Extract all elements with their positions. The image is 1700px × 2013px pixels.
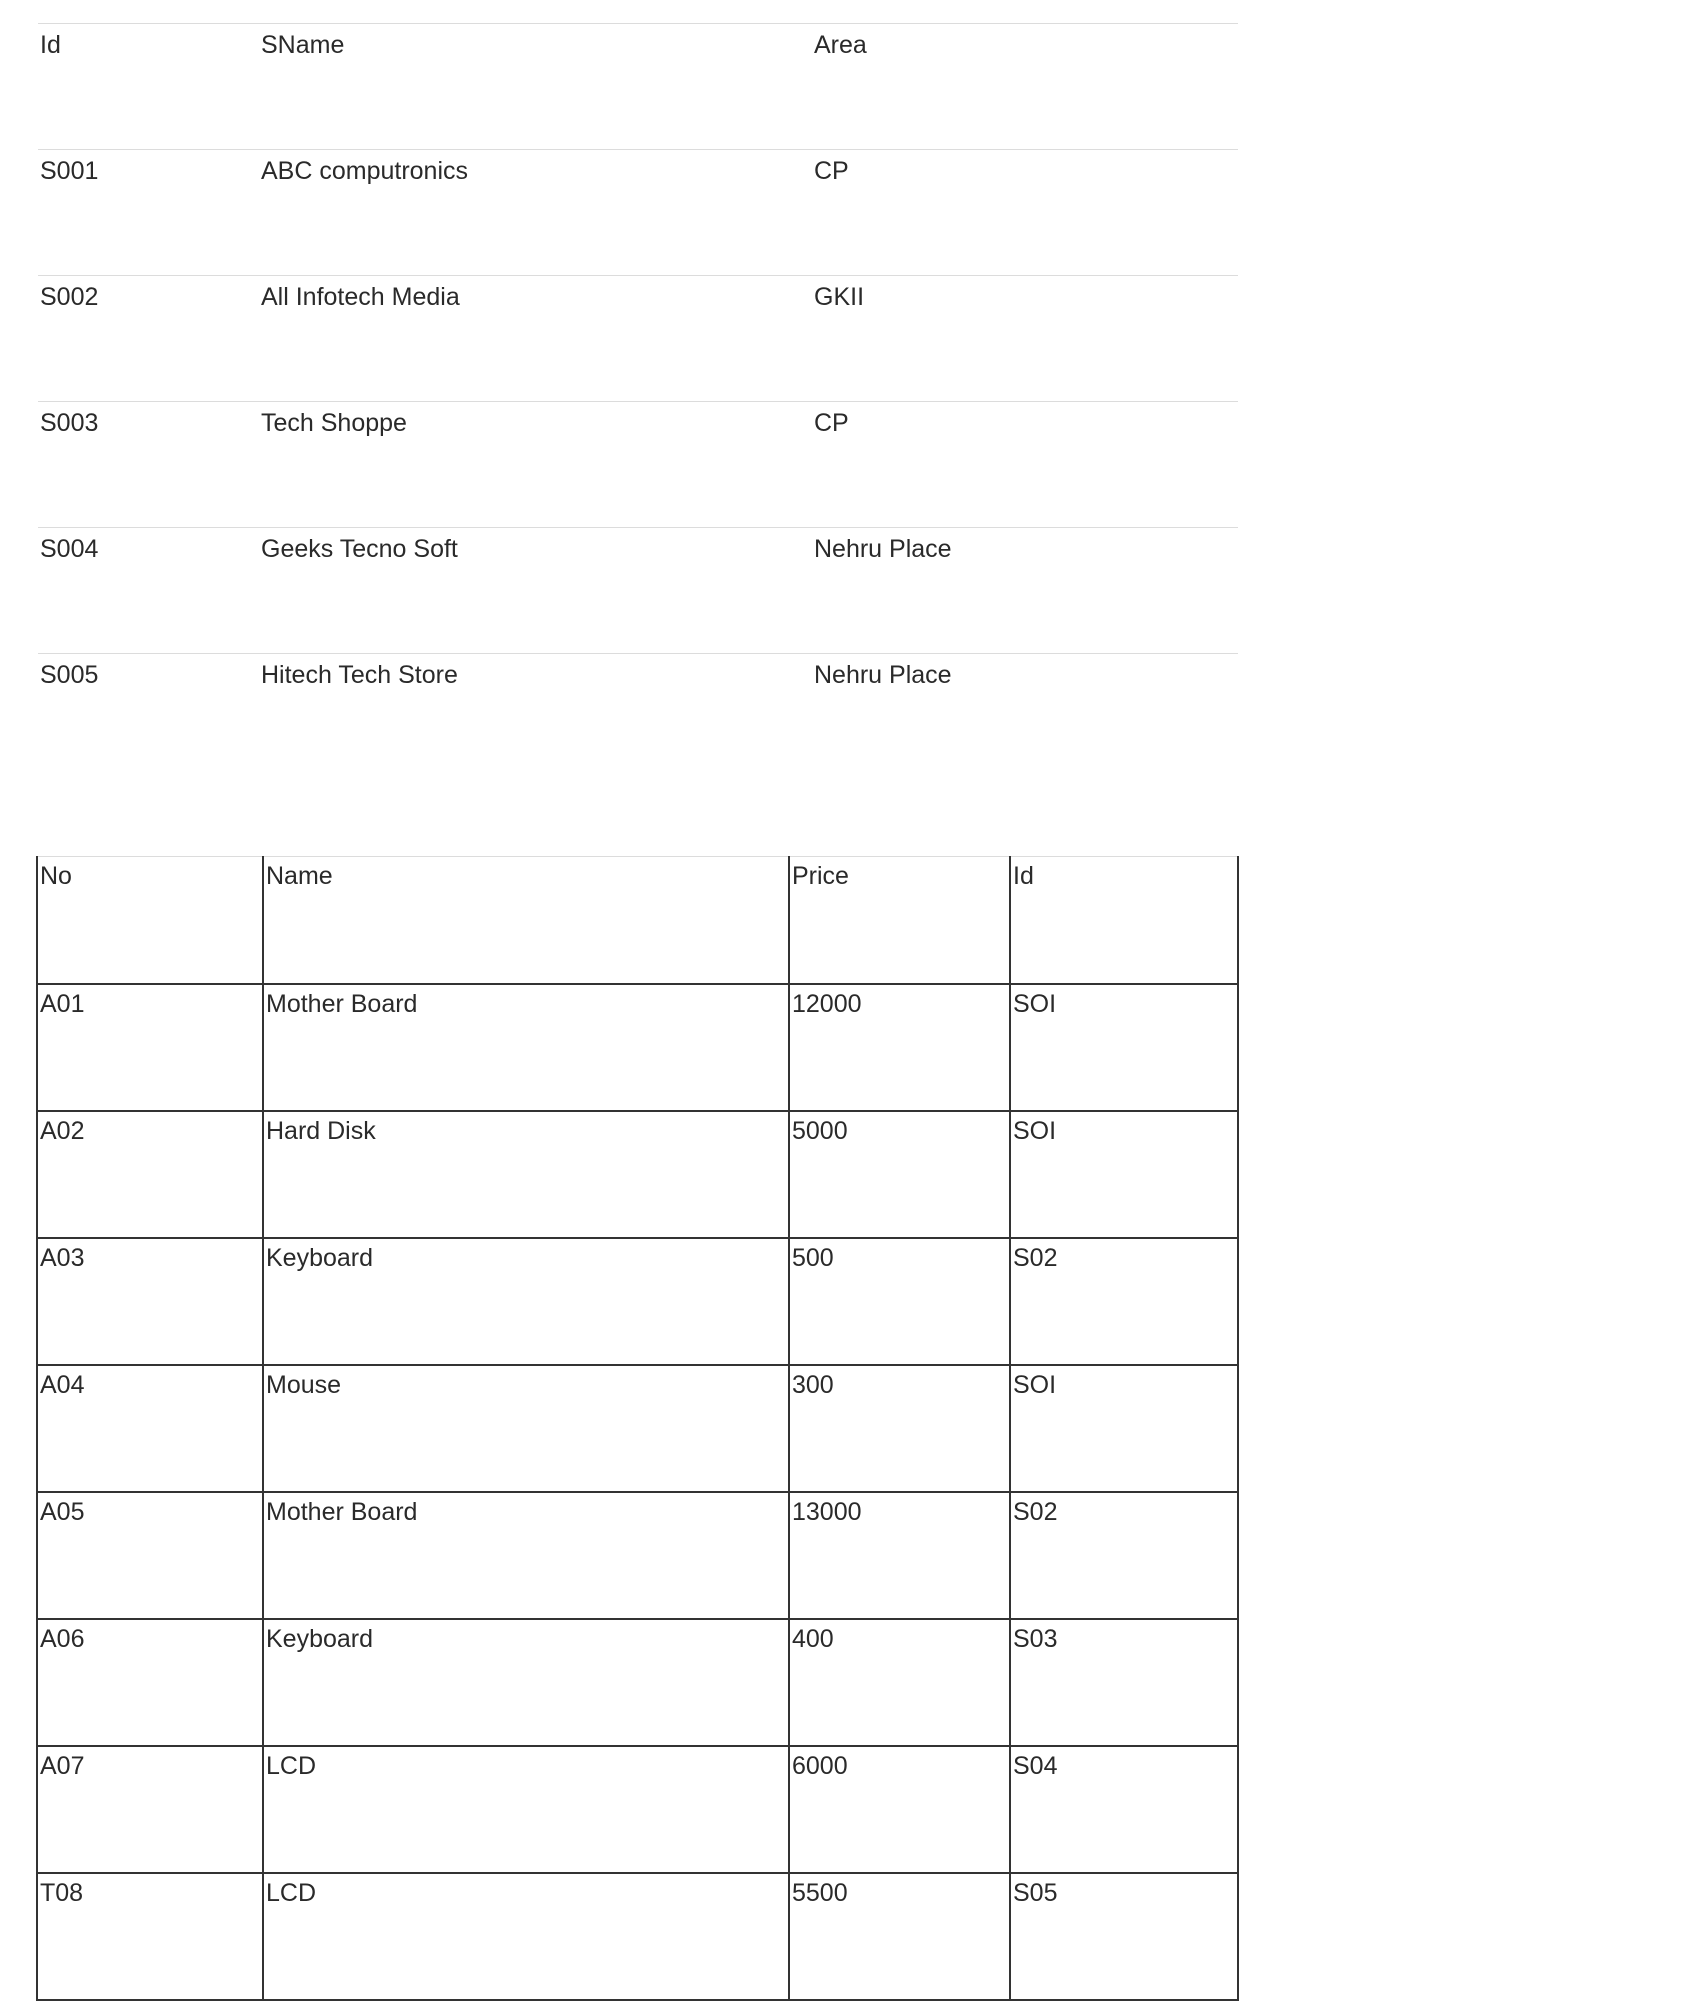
column-header-price: Price [789, 857, 1010, 984]
cell-name: LCD [263, 1746, 789, 1873]
shops-table [38, 23, 1238, 780]
cell-sname: Tech Shoppe [259, 402, 812, 528]
table-row [38, 654, 1238, 780]
cell-name: Keyboard [263, 1238, 789, 1365]
cell-no: A05 [37, 1492, 263, 1619]
cell-id: S03 [1010, 1619, 1238, 1746]
table-row [37, 1111, 1238, 1238]
cell-area: GKII [812, 276, 1238, 402]
cell-name: LCD [263, 1873, 789, 2000]
cell-sname: Geeks Tecno Soft [259, 528, 812, 654]
cell-no: A03 [37, 1238, 263, 1365]
column-header-id: Id [1010, 857, 1238, 984]
table-row [37, 1492, 1238, 1619]
cell-name: Mouse [263, 1365, 789, 1492]
cell-no: A06 [37, 1619, 263, 1746]
cell-no: A07 [37, 1746, 263, 1873]
table-row [38, 528, 1238, 654]
cell-id: S02 [1010, 1238, 1238, 1365]
cell-area: CP [812, 402, 1238, 528]
cell-name: Mother Board [263, 1492, 789, 1619]
cell-sname: Hitech Tech Store [259, 654, 812, 780]
cell-id: S04 [1010, 1746, 1238, 1873]
cell-no: A04 [37, 1365, 263, 1492]
table-row [37, 1746, 1238, 1873]
table-row [37, 1619, 1238, 1746]
cell-id: S001 [38, 150, 259, 276]
cell-id: S05 [1010, 1873, 1238, 2000]
cell-price: 13000 [789, 1492, 1010, 1619]
cell-no: A01 [37, 984, 263, 1111]
cell-price: 400 [789, 1619, 1010, 1746]
cell-id: S005 [38, 654, 259, 780]
cell-sname: ABC computronics [259, 150, 812, 276]
column-header-id: Id [38, 24, 259, 150]
cell-id: SOI [1010, 1365, 1238, 1492]
column-header-sname: SName [259, 24, 812, 150]
cell-id: S02 [1010, 1492, 1238, 1619]
column-header-area: Area [812, 24, 1238, 150]
cell-price: 5500 [789, 1873, 1010, 2000]
cell-id: S002 [38, 276, 259, 402]
cell-id: S003 [38, 402, 259, 528]
cell-price: 5000 [789, 1111, 1010, 1238]
cell-price: 6000 [789, 1746, 1010, 1873]
column-header-no: No [37, 857, 263, 984]
cell-price: 500 [789, 1238, 1010, 1365]
cell-price: 300 [789, 1365, 1010, 1492]
column-header-name: Name [263, 857, 789, 984]
cell-no: A02 [37, 1111, 263, 1238]
table-header-row [38, 24, 1238, 150]
table-row [38, 150, 1238, 276]
cell-id: S004 [38, 528, 259, 654]
items-table [36, 856, 1239, 2001]
cell-area: CP [812, 150, 1238, 276]
table-row [38, 402, 1238, 528]
cell-id: SOI [1010, 984, 1238, 1111]
cell-name: Keyboard [263, 1619, 789, 1746]
table-row [37, 1238, 1238, 1365]
cell-area: Nehru Place [812, 654, 1238, 780]
cell-price: 12000 [789, 984, 1010, 1111]
table-row [37, 1365, 1238, 1492]
cell-sname: All Infotech Media [259, 276, 812, 402]
table-row [38, 276, 1238, 402]
cell-name: Mother Board [263, 984, 789, 1111]
table-header-row [37, 857, 1238, 984]
table-row [37, 1873, 1238, 2000]
cell-name: Hard Disk [263, 1111, 789, 1238]
cell-id: SOI [1010, 1111, 1238, 1238]
cell-area: Nehru Place [812, 528, 1238, 654]
cell-no: T08 [37, 1873, 263, 2000]
table-row [37, 984, 1238, 1111]
